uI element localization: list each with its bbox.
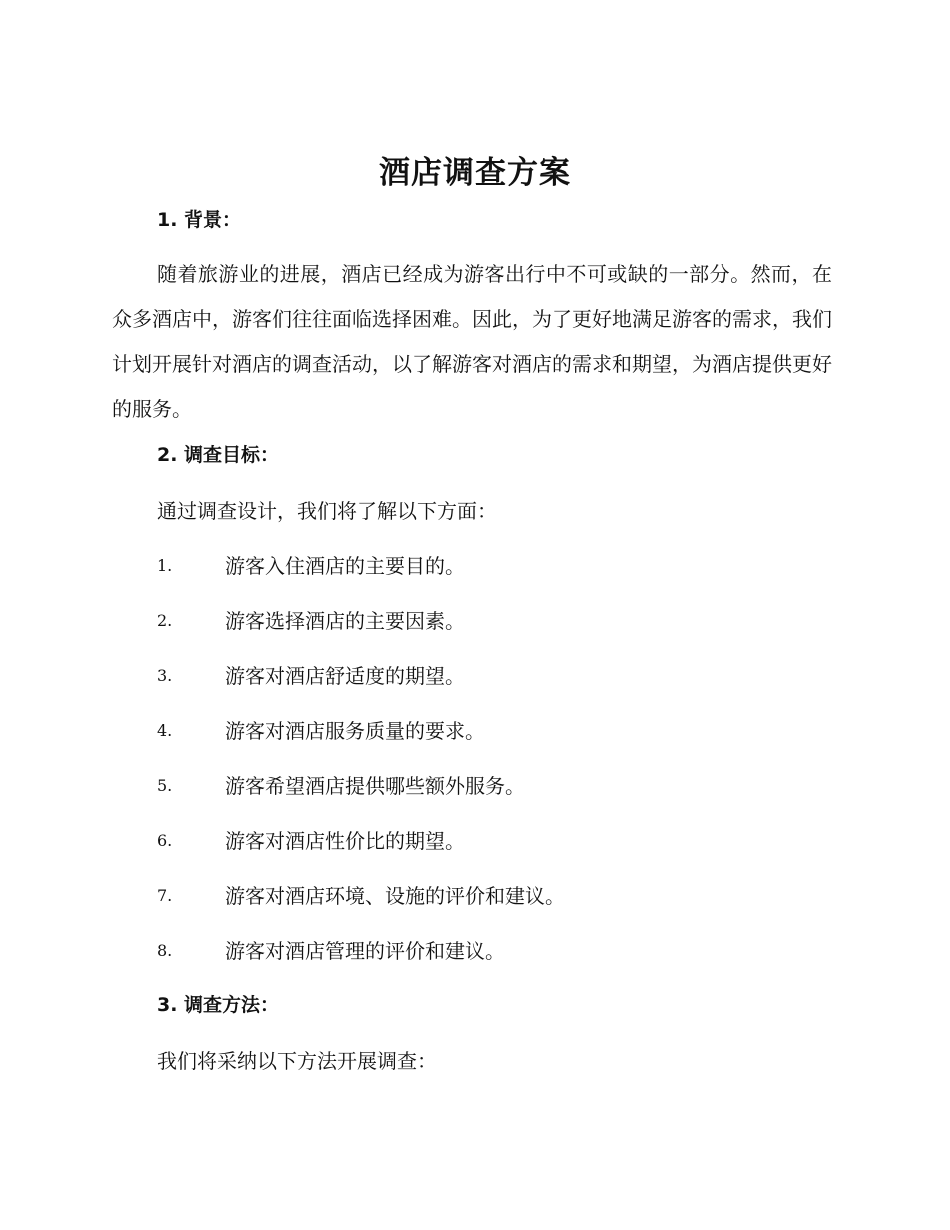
list-item-number: 6. — [157, 831, 173, 850]
background-paragraph: 随着旅游业的进展，酒店已经成为游客出行中不可或缺的一部分。然而，在众多酒店中，游客们往往面临选择困难。因此，为了更好地满足游客的需求，我们计划开展针对酒店的调查活动，以了解游客对酒店的需求和期望，为酒店提供更好的服务。 — [112, 262, 832, 421]
list-item-number: 7. — [157, 886, 173, 905]
list-item-number: 4. — [157, 721, 173, 740]
list-item-number: 3. — [157, 666, 173, 685]
list-item-text: 游客入住酒店的主要目的。 — [225, 554, 465, 578]
list-item-text: 游客对酒店服务质量的要求。 — [225, 719, 485, 743]
list-item-number: 1. — [157, 556, 173, 575]
list-item-text: 游客对酒店环境、设施的评价和建议。 — [225, 884, 565, 908]
section-heading-background: 1. 背景： — [157, 209, 242, 231]
section-heading-goals: 2. 调查目标： — [157, 444, 280, 466]
list-item-text: 游客选择酒店的主要因素。 — [225, 609, 465, 633]
methods-intro: 我们将采纳以下方法开展调查： — [157, 1049, 437, 1073]
list-item-text: 游客希望酒店提供哪些额外服务。 — [225, 774, 525, 798]
list-item-text: 游客对酒店管理的评价和建议。 — [225, 939, 505, 963]
document-title: 酒店调查方案 — [379, 155, 571, 191]
list-item-number: 5. — [157, 776, 173, 795]
section-heading-methods: 3. 调查方法： — [157, 994, 280, 1016]
goals-intro: 通过调查设计，我们将了解以下方面： — [157, 499, 497, 523]
list-item-number: 2. — [157, 611, 173, 630]
list-item-text: 游客对酒店性价比的期望。 — [225, 829, 465, 853]
list-item-number: 8. — [157, 941, 173, 960]
list-item-text: 游客对酒店舒适度的期望。 — [225, 664, 465, 688]
